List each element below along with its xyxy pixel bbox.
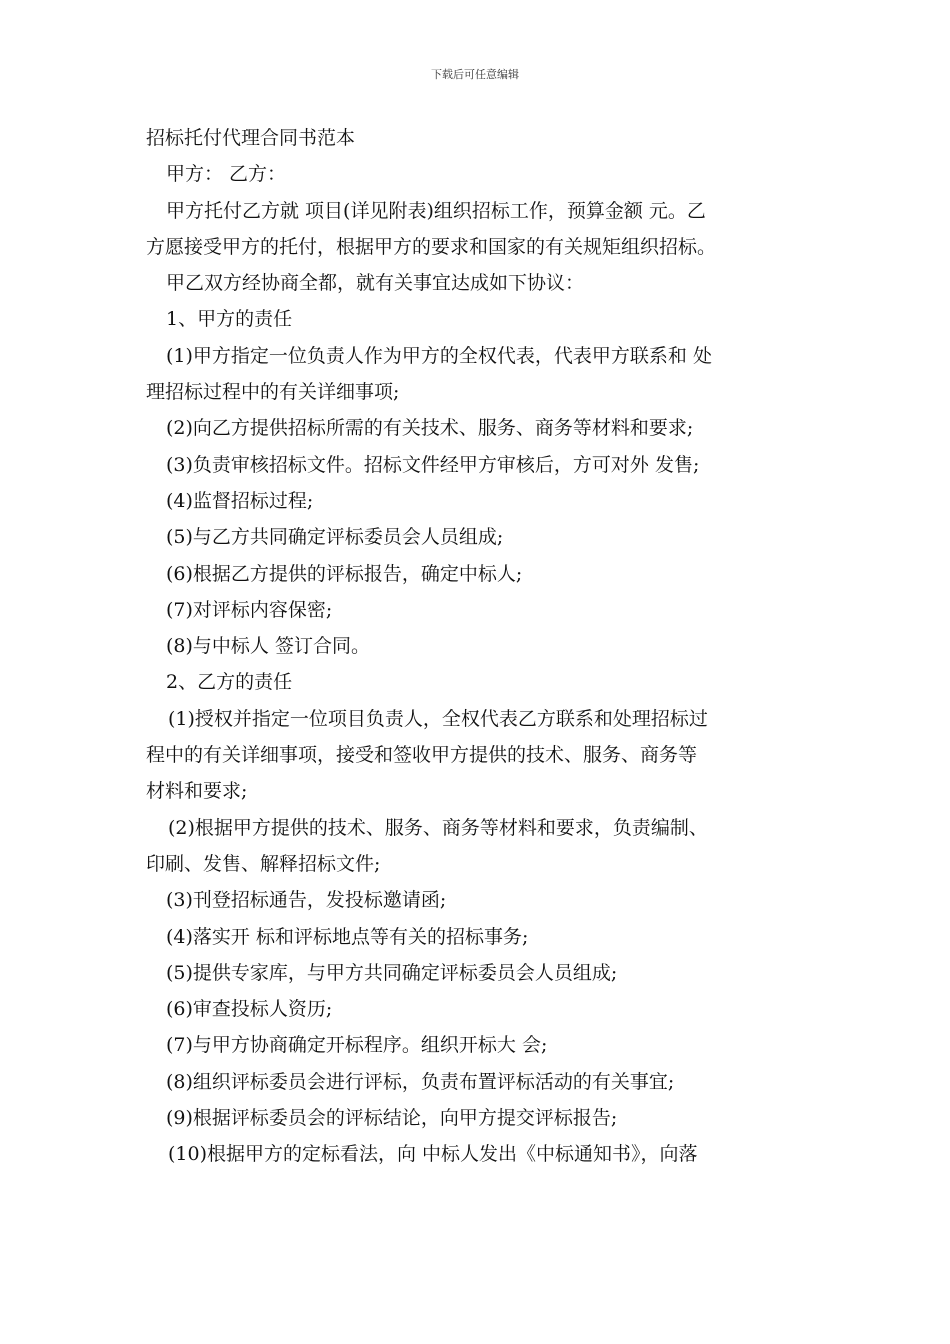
document-line: (6)根据乙方提供的评标报告，确定中标人; xyxy=(166,562,523,585)
document-line: 1、甲方的责任 xyxy=(166,308,293,331)
document-line: (4)落实开 标和评标地点等有关的招标事务; xyxy=(166,925,529,948)
document-line: (4)监督招标过程; xyxy=(166,489,314,512)
document-line: 甲方： 乙方： xyxy=(166,163,287,186)
document-line: 甲方托付乙方就 项目(详见附表)组织招标工作，预算金额 元。乙 xyxy=(166,199,706,222)
document-line: 甲乙双方经协商全都，就有关事宜达成如下协议： xyxy=(166,272,585,295)
document-line: 材料和要求; xyxy=(146,780,248,803)
document-body xyxy=(146,120,808,1173)
document-line: (7)对评标内容保密; xyxy=(166,598,333,621)
document-line: (6)审查投标人资历; xyxy=(166,998,333,1021)
document-line: (1)授权并指定一位项目负责人，全权代表乙方联系和处理招标过 xyxy=(168,707,708,730)
document-line: (10)根据甲方的定标看法，向 中标人发出《中标通知书》，向落 xyxy=(168,1143,698,1166)
document-line: 程中的有关详细事项，接受和签收甲方提供的技术、服务、商务等 xyxy=(146,744,698,767)
document-line: (1)甲方指定一位负责人作为甲方的全权代表，代表甲方联系和 处 xyxy=(166,344,712,367)
document-line: 2、乙方的责任 xyxy=(166,671,293,694)
document-line: (7)与甲方协商确定开标程序。组织开标大 会; xyxy=(166,1034,548,1057)
document-title: 招标托付代理合同书范本 xyxy=(146,127,356,149)
document-line: (5)与乙方共同确定评标委员会人员组成; xyxy=(166,526,504,549)
document-line: (8)与中标人 签订合同。 xyxy=(166,635,370,658)
document-line: (3)刊登招标通告，发投标邀请函; xyxy=(166,889,447,912)
document-lines xyxy=(146,156,808,1172)
document-line: (3)负责审核招标文件。招标文件经甲方审核后，方可对外 发售; xyxy=(166,453,700,476)
document-line: (2)根据甲方提供的技术、服务、商务等材料和要求，负责编制、 xyxy=(168,816,708,839)
document-line: 方愿接受甲方的托付，根据甲方的要求和国家的有关规矩组织招标。 xyxy=(146,235,717,258)
document-line: (5)提供专家库，与甲方共同确定评标委员会人员组成; xyxy=(166,961,618,984)
header-note: 下载后可任意编辑 xyxy=(431,68,519,81)
document-line: 印刷、发售、解释招标文件; xyxy=(146,852,381,875)
document-line: (2)向乙方提供招标所需的有关技术、服务、商务等材料和要求; xyxy=(166,417,694,440)
document-line: (8)组织评标委员会进行评标，负责布置评标活动的有关事宜; xyxy=(166,1070,675,1093)
document-line: 理招标过程中的有关详细事项; xyxy=(146,381,400,404)
document-line: (9)根据评标委员会的评标结论，向甲方提交评标报告; xyxy=(166,1107,618,1130)
